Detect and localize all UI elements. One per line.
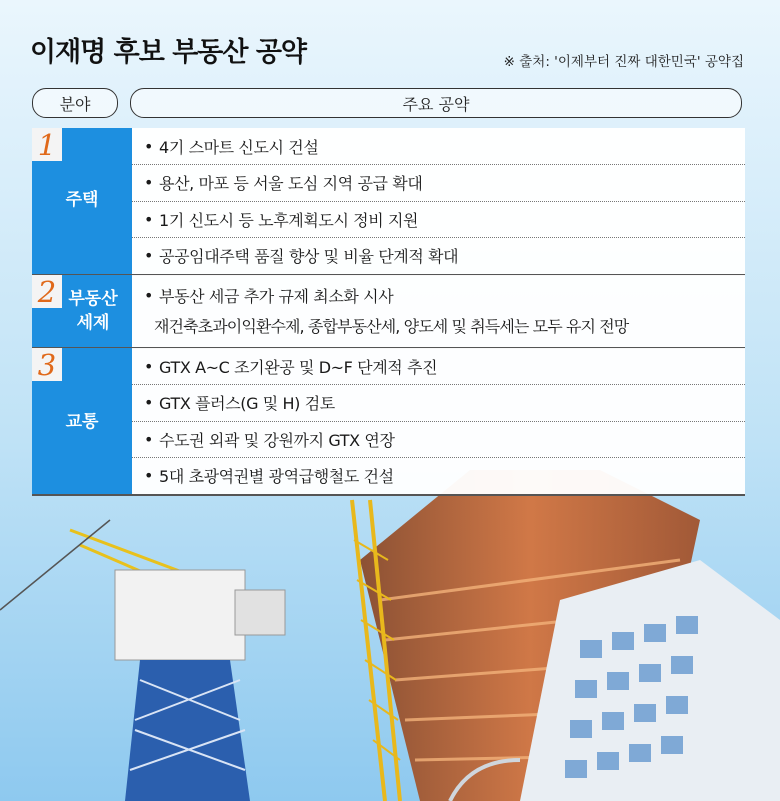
list-item: • 용산, 마포 등 서울 도심 지역 공급 확대 — [144, 173, 423, 193]
category-housing — [32, 128, 132, 274]
page-title: 이재명 후보 부동산 공약 — [30, 37, 307, 68]
header-category: 분야 — [32, 88, 118, 118]
header-pledges: 주요 공약 — [130, 88, 742, 118]
section-transport-items — [132, 348, 745, 494]
category-tax — [32, 275, 132, 347]
category-number: 1 — [32, 128, 62, 161]
list-item: • 4기 스마트 신도시 건설 — [144, 136, 319, 157]
list-item: • 공공임대주택 품질 향상 및 비율 단계적 확대 — [144, 246, 459, 266]
category-label: 주택 — [65, 190, 99, 210]
list-item: • GTX A~C 조기완공 및 D~F 단계적 추진 — [144, 356, 438, 377]
category-number: 3 — [32, 348, 62, 381]
list-item: • 수도권 외곽 및 강원까지 GTX 연장 — [144, 429, 395, 450]
list-item: 재건축초과이익환수제, 종합부동산세, 양도세 및 취득세는 모두 유지 전망 — [154, 316, 629, 336]
source-note: ※ 출처: '이제부터 진짜 대한민국' 공약집 — [503, 54, 744, 70]
list-item: • 부동산 세금 추가 규제 최소화 시사 — [144, 285, 394, 306]
category-label: 부동산 세제 — [68, 289, 118, 333]
list-item: • GTX 플러스(G 및 H) 검토 — [144, 393, 335, 413]
category-label: 교통 — [65, 412, 99, 432]
category-transport — [32, 348, 132, 494]
category-number: 2 — [32, 275, 62, 308]
list-item: • 1기 신도시 등 노후계획도시 정비 지원 — [144, 209, 419, 230]
section-housing-items — [132, 128, 745, 274]
list-item: • 5대 초광역권별 광역급행철도 건설 — [144, 466, 394, 486]
section-tax-items — [132, 275, 745, 347]
